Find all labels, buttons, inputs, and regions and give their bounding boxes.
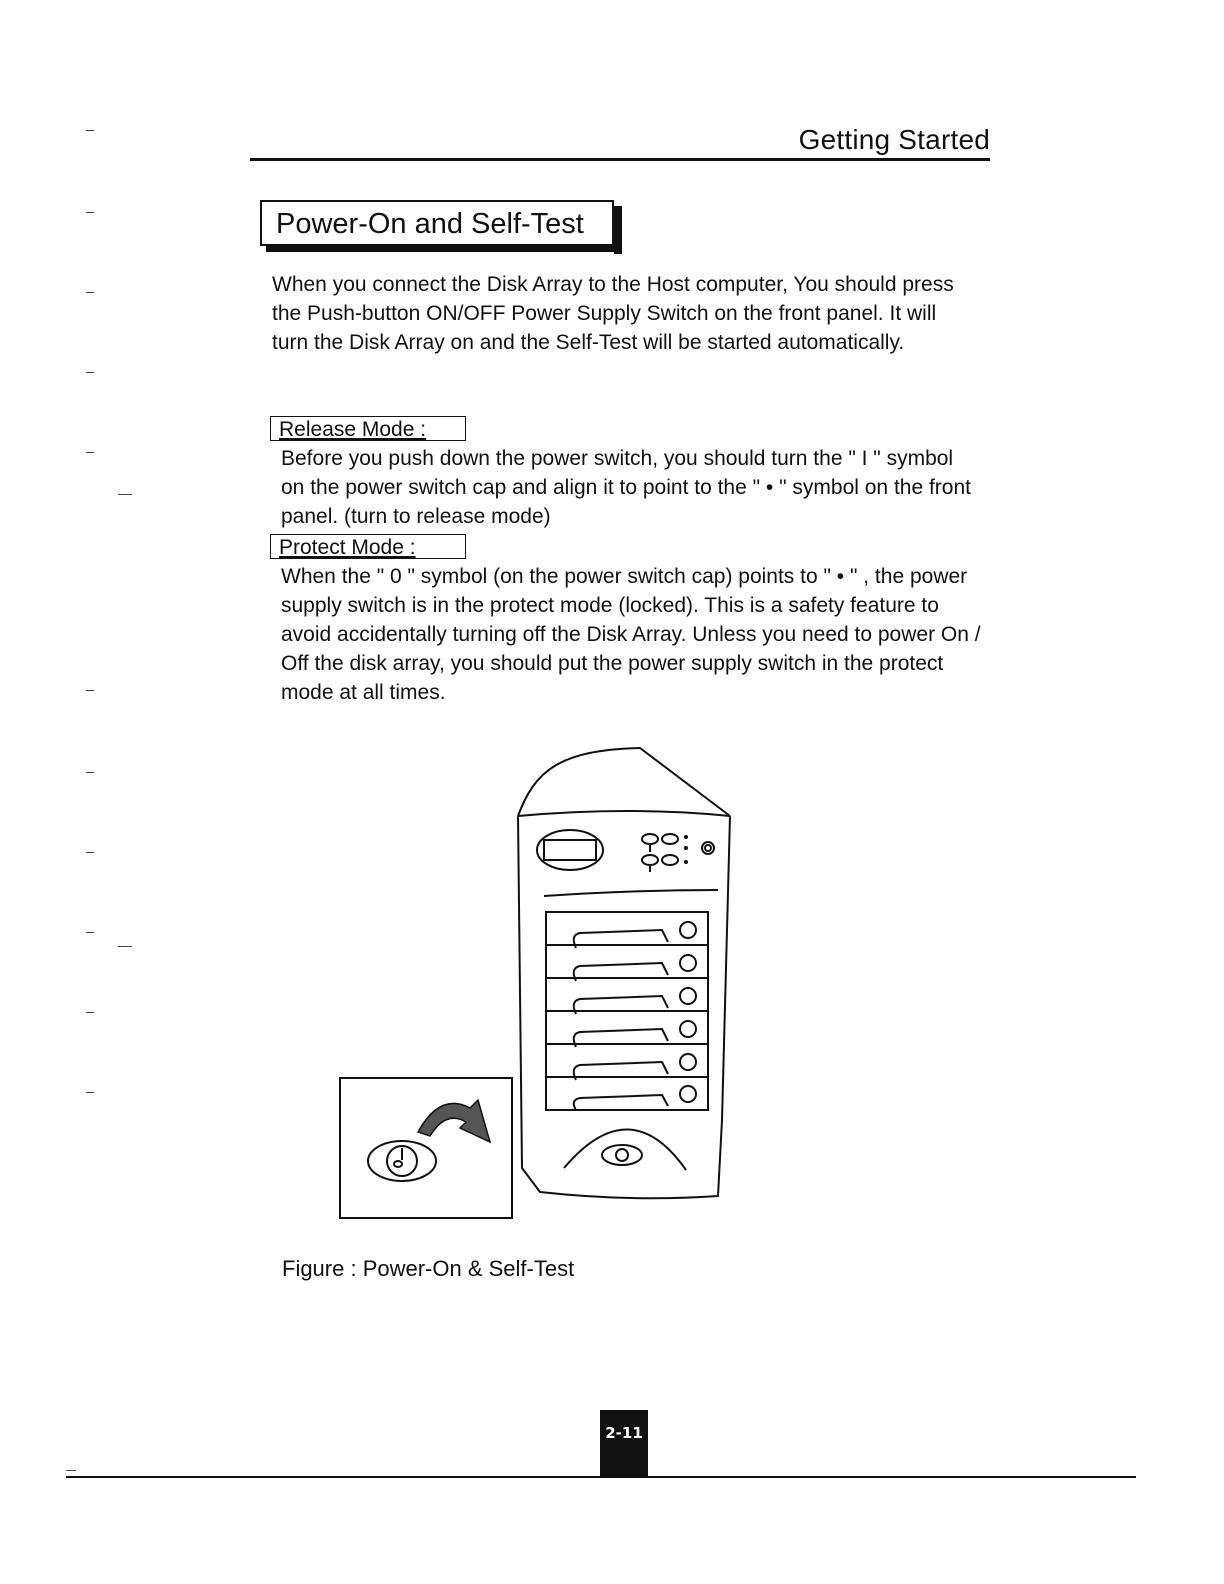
button-icon [642,834,658,844]
scan-mark [86,212,94,213]
scan-mark [86,452,94,453]
protect-mode-text: When the " 0 " symbol (on the power switch cap) points to " • " , the power supply switch is in the protect mode (locked). This is a safety feature to avoid accidentally turning off the Disk Array. Unless you need to power On / Off the disk array, you should put the power supply switch in the protect mode at all times. [281,565,981,704]
button-icon [662,855,678,865]
power-led-icon [702,842,714,854]
header-divider [250,158,990,161]
button-icon [662,834,678,844]
release-mode-label: Release Mode : [270,416,466,441]
lcd-screen [544,840,596,860]
scan-mark [86,372,94,373]
scan-mark [86,852,94,853]
intro-paragraph: When you connect the Disk Array to the Host computer, You should press the Push-button ON/OFF Power Supply Switch on the front panel. It will turn the Disk Array on and the Self-Test will be started automatically. [272,273,954,354]
scan-mark [66,1470,76,1471]
scan-mark [118,494,132,495]
scan-mark [86,1092,94,1093]
section-heading-box [260,200,614,246]
lcd-bezel [537,830,603,870]
tower-top [518,748,730,816]
page-number: 2-11 [600,1410,648,1478]
footer-divider [66,1476,1136,1478]
figure-caption: Figure : Power-On & Self-Test [282,1256,575,1281]
power-switch-inset [340,1078,512,1218]
tower-body [518,816,730,1198]
scan-mark [118,946,132,947]
heading-shadow-underline [266,246,622,252]
button-icon [642,855,658,865]
scan-mark [86,690,94,691]
disk-array-figure [330,740,750,1230]
protect-mode-label: Protect Mode : [270,534,466,559]
scan-mark [86,292,94,293]
rotate-arrow-icon [418,1100,490,1142]
release-mode-text: Before you push down the power switch, you should turn the " I " symbol on the power switch cap and align it to point to the " • " symbol on the front panel. (turn to release mode) [281,447,971,528]
scan-mark [86,932,94,933]
scan-mark [86,1012,94,1013]
scan-mark [86,772,94,773]
scan-mark [86,130,94,131]
drive-bay [574,1086,696,1110]
chapter-title: Getting Started [798,124,990,155]
drive-bays [546,922,708,1110]
section-title: Power-On and Self-Test [276,208,584,240]
